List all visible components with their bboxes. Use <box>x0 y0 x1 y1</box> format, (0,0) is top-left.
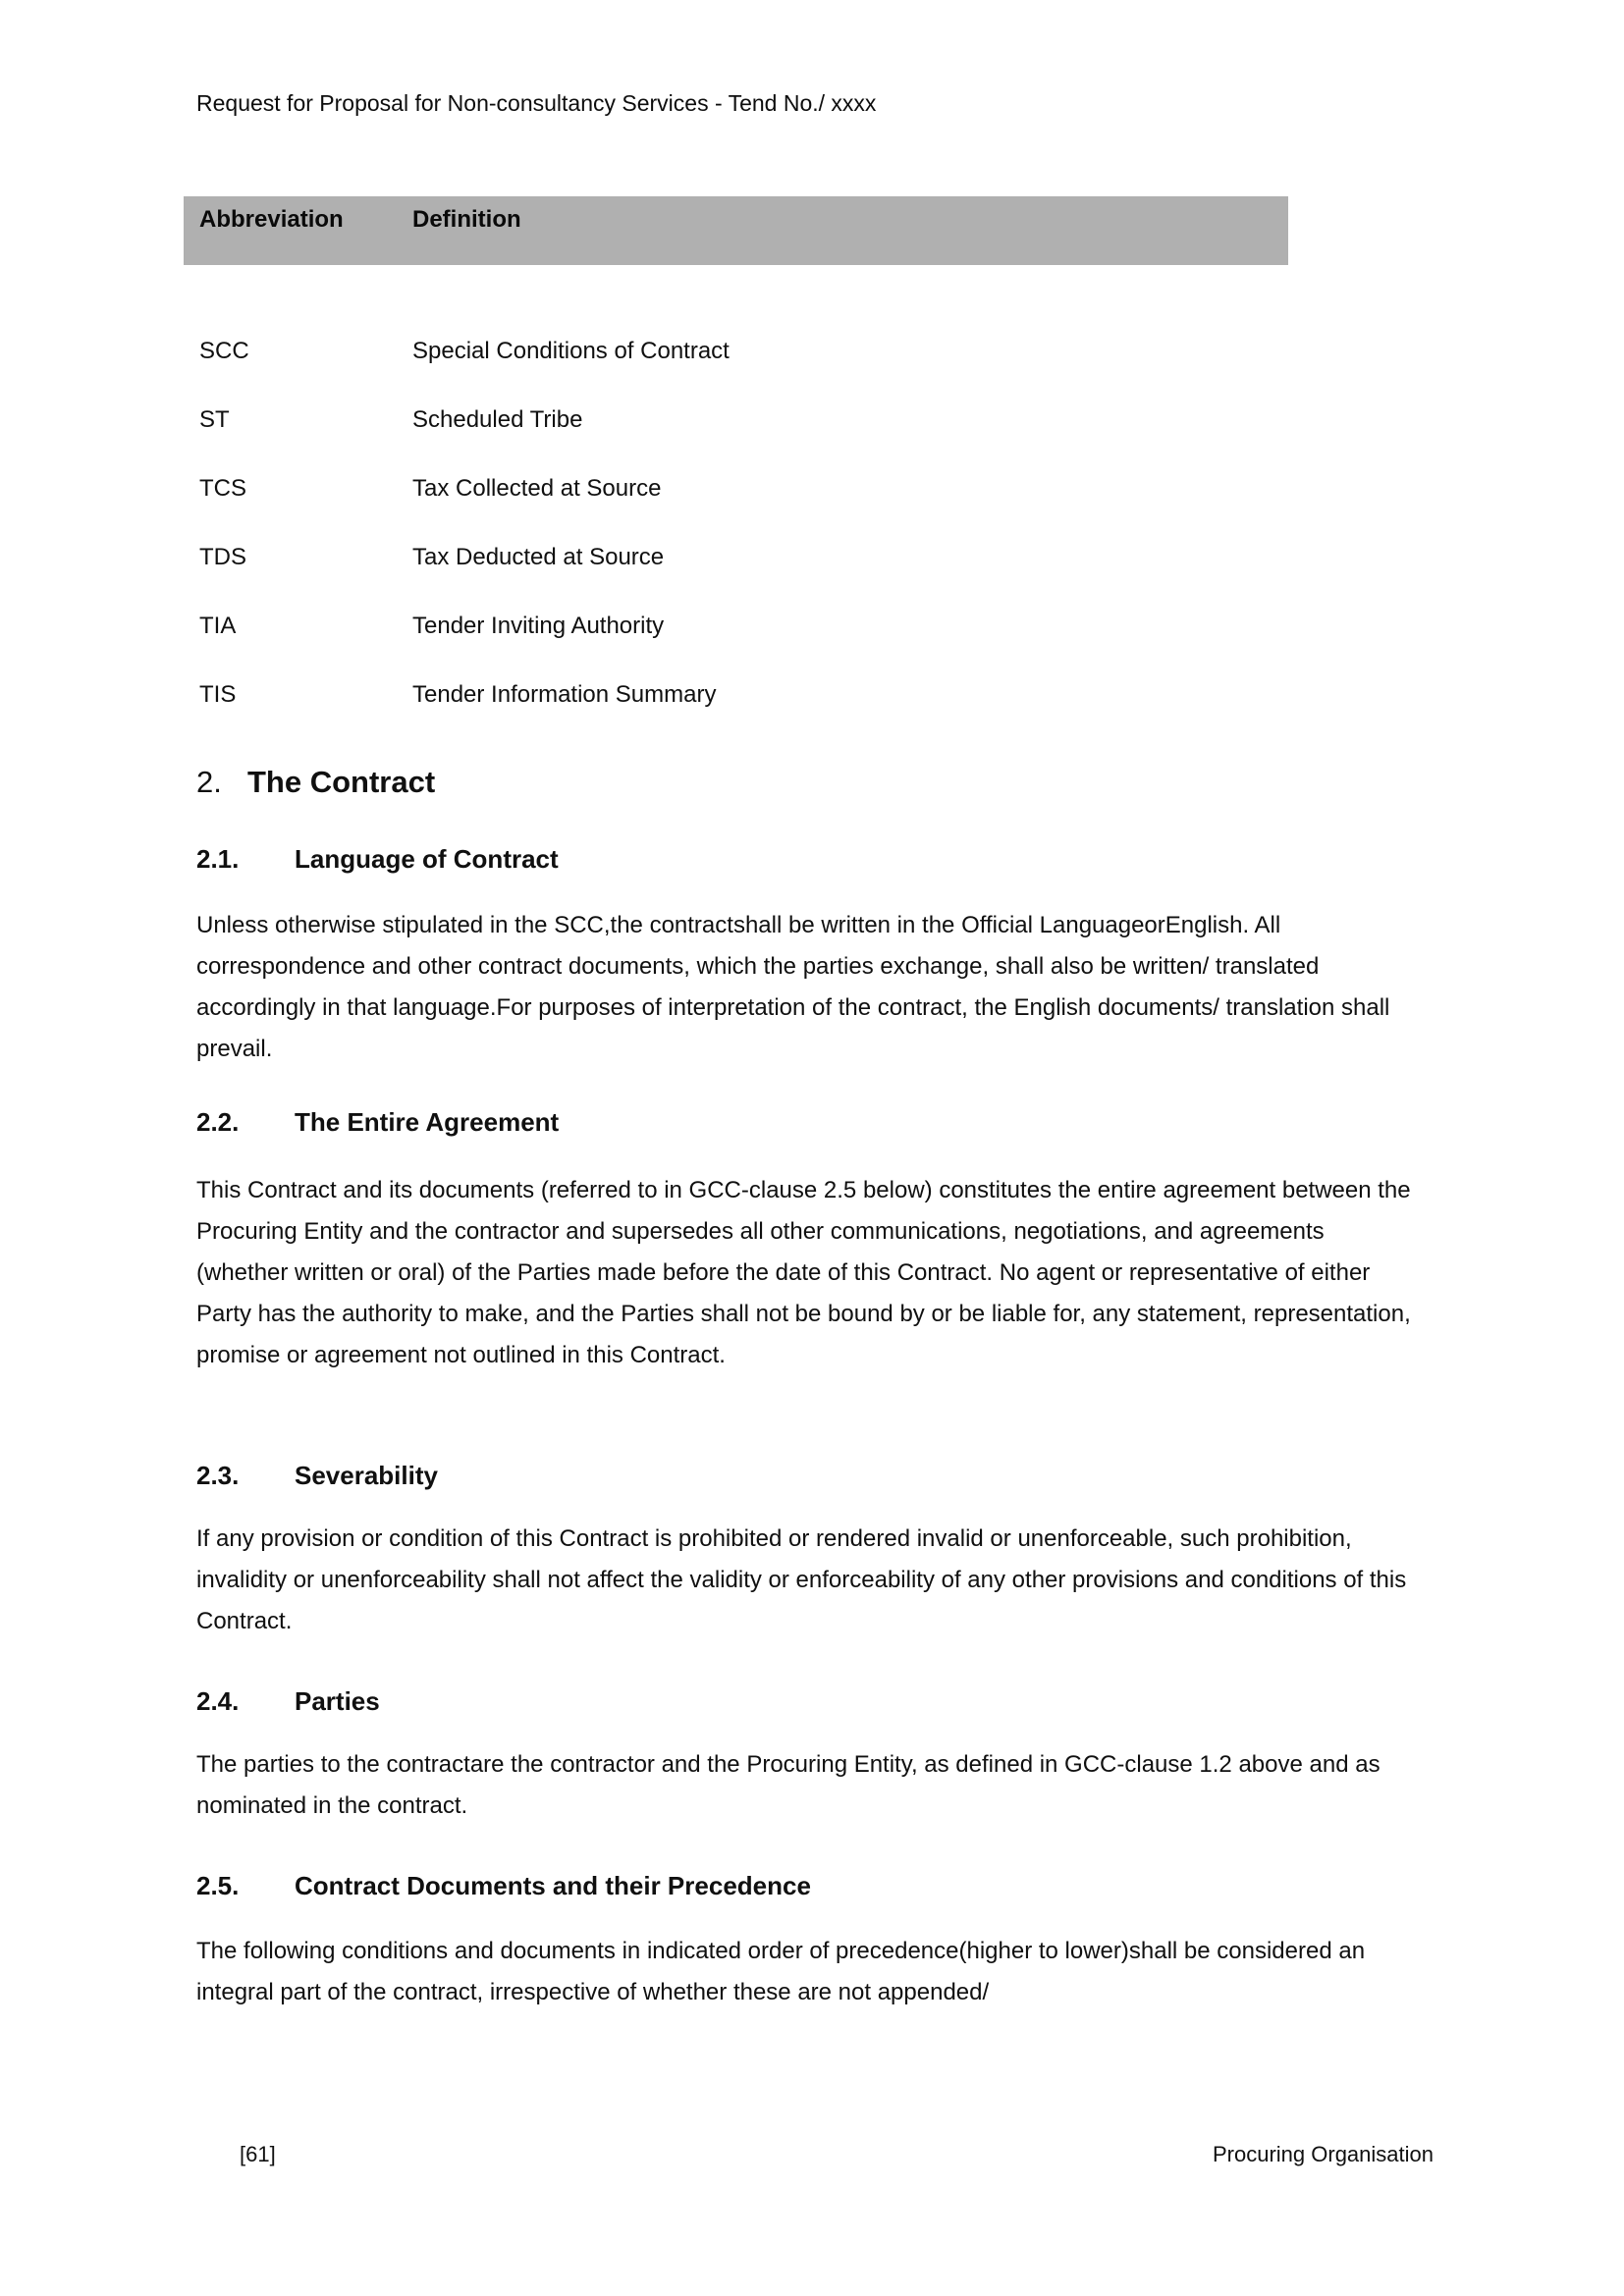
section-paragraph-2-1: Unless otherwise stipulated in the SCC,the contractshall be written in the Official LanguageorEnglish. All correspondence and other contract documents, which the parties exchange, shall also be written/ translated accordingly in that language.For purposes of interpretation of the contract, the English documents/ translation shall prevail. <box>196 912 1390 1062</box>
table-header-row <box>184 196 1288 265</box>
section-title: The Entire Agreement <box>295 1107 560 1137</box>
definition-cell: Tender Information Summary <box>412 681 717 708</box>
section-paragraph-2-5: The following conditions and documents in indicated order of precedence(higher to lower)shall be considered an integral part of the contract, irrespective of whether these are not appended/ <box>196 1938 1366 2005</box>
table-row <box>184 681 1288 750</box>
section-title: Contract Documents and their Precedence <box>295 1871 811 1900</box>
section-paragraph-2-4: The parties to the contractare the contractor and the Procuring Entity, as defined in GCC-clause 1.2 above and as nominated in the contract. <box>196 1751 1380 1819</box>
section-heading-2-2 <box>196 1107 559 1138</box>
chapter-heading <box>196 765 435 800</box>
abbreviation-cell: TCS <box>199 475 246 502</box>
chapter-number: 2. <box>196 765 222 799</box>
section-paragraph-2-3: If any provision or condition of this Contract is prohibited or rendered invalid or unenforceable, such prohibition, invalidity or unenforceability shall not affect the validity or enforceability of any other provisions and conditions of this Contract. <box>196 1525 1407 1634</box>
section-number: 2.1. <box>196 844 240 874</box>
definition-cell: Tender Inviting Authority <box>412 613 665 639</box>
table-row <box>184 338 1288 406</box>
section-number: 2.5. <box>196 1871 240 1900</box>
abbreviation-cell: TIS <box>199 681 237 708</box>
section-heading-2-5 <box>196 1871 811 1901</box>
definition-cell: Special Conditions of Contract <box>412 338 730 364</box>
definition-cell: Tax Collected at Source <box>412 475 662 502</box>
abbreviation-cell: TIA <box>199 613 237 639</box>
section-paragraph-2-2: This Contract and its documents (referred to in GCC-clause 2.5 below) constitutes the entire agreement between the Procuring Entity and the contractor and supersedes all other communications, negotiations, and agreements (whether written or oral) of the Parties made before the date of this Contract. No agent or representative of either Party has the authority to make, and the Parties shall not be bound by or be liable for, any statement, representation, promise or agreement not outlined in this Contract. <box>196 1177 1411 1368</box>
chapter-title: The Contract <box>247 765 436 799</box>
table-row <box>184 613 1288 681</box>
table-row <box>184 544 1288 613</box>
definition-cell: Scheduled Tribe <box>412 406 583 433</box>
section-title: Language of Contract <box>295 844 559 874</box>
section-title: Parties <box>295 1686 380 1716</box>
section-number: 2.3. <box>196 1461 240 1490</box>
section-heading-2-4 <box>196 1686 380 1717</box>
column-header-abbreviation: Abbreviation <box>199 206 344 233</box>
table-body <box>184 338 1288 750</box>
footer-page-number: [61] <box>240 2142 276 2166</box>
section-number: 2.4. <box>196 1686 240 1716</box>
definition-cell: Tax Deducted at Source <box>412 544 665 570</box>
table-row <box>184 406 1288 475</box>
abbreviation-cell: TDS <box>199 544 246 570</box>
section-number: 2.2. <box>196 1107 240 1137</box>
running-header: Request for Proposal for Non-consultancy Services - Tend No./ xxxx <box>196 90 877 116</box>
table-row <box>184 475 1288 544</box>
section-heading-2-3 <box>196 1461 438 1491</box>
abbreviation-cell: SCC <box>199 338 249 364</box>
column-header-definition: Definition <box>412 206 521 233</box>
section-title: Severability <box>295 1461 438 1490</box>
section-heading-2-1 <box>196 844 559 875</box>
abbreviation-cell: ST <box>199 406 230 433</box>
footer-organisation: Procuring Organisation <box>1212 2142 1434 2166</box>
